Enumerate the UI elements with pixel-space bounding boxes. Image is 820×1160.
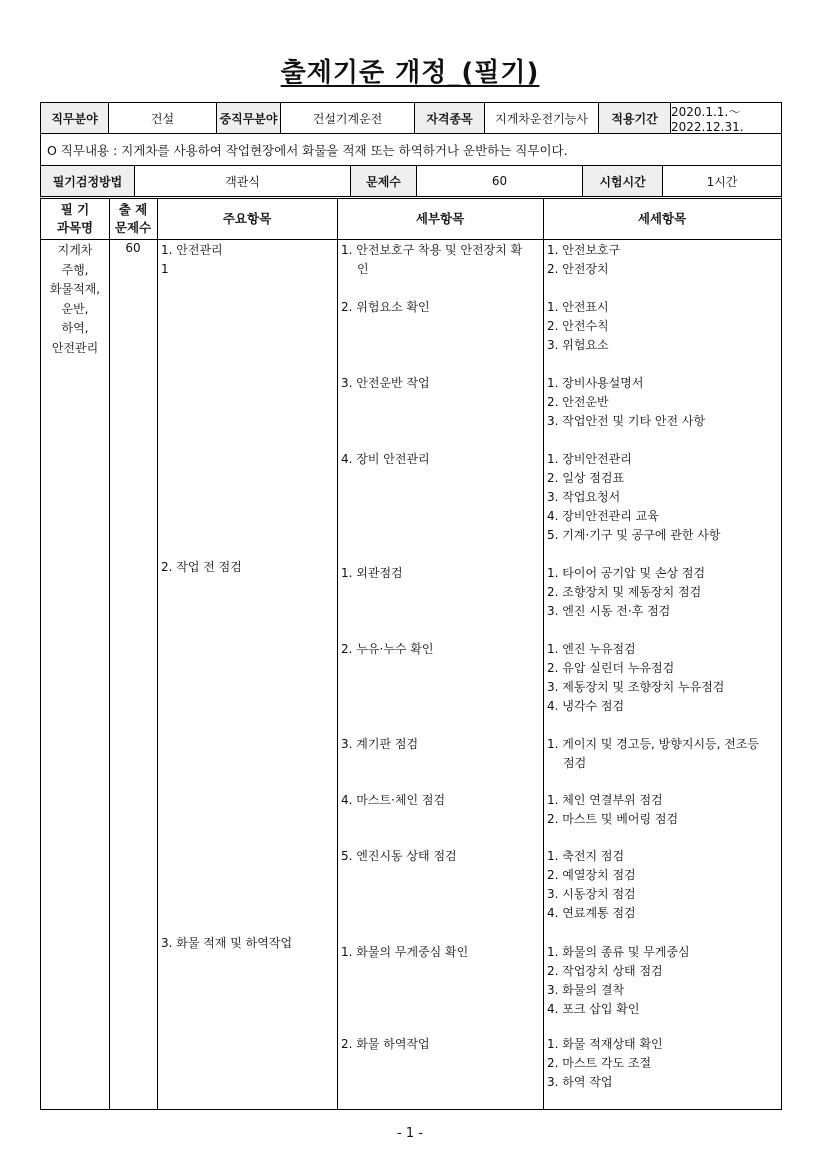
info-row-3 — [40, 165, 782, 196]
main-item: 3. 화물 적재 및 하역작업 — [161, 936, 293, 950]
detail-item: 1. 외관점검 — [341, 566, 403, 580]
sub-item: 1. 안전보호구 — [547, 243, 621, 257]
sub-item: 3. 제동장치 및 조향장치 누유점검 — [547, 680, 725, 694]
sub-item: 1. 장비안전관리 — [547, 452, 632, 466]
sub-item: 점검 — [563, 756, 587, 770]
col-main: 주요항목 — [222, 211, 272, 226]
sub-item-list — [547, 847, 783, 923]
detail-item: 3. 안전운반 작업 — [341, 376, 430, 390]
duty-text: O 직무내용 : 지게차를 사용하여 작업현장에서 화물을 적재 또는 하역하거나 운반하는 직무이다. — [47, 142, 568, 158]
sub-item-list — [547, 450, 783, 545]
sub-item: 2. 마스트 및 베어링 점검 — [547, 812, 679, 826]
sub-item: 1. 축전지 점검 — [547, 849, 625, 863]
sub-item: 1. 장비사용설명서 — [547, 376, 644, 390]
sub-item: 3. 시동장치 점검 — [547, 887, 636, 901]
sub-item-list — [547, 640, 783, 716]
sub-item: 2. 작업장치 상태 점검 — [547, 964, 663, 978]
col-detail: 세부항목 — [415, 211, 465, 226]
detail-item: 5. 엔진시동 상태 점검 — [341, 849, 457, 863]
sub-item: 1. 엔진 누유점검 — [547, 642, 636, 656]
period-value: 2020.1.1.～2022.12.31. — [671, 104, 744, 134]
method-value: 객관식 — [135, 166, 351, 196]
sub-item: 3. 위험요소 — [547, 338, 609, 352]
sub-item-list — [547, 374, 783, 431]
qual-label: 자격종목 — [415, 103, 485, 133]
sub-item: 2. 일상 점검표 — [547, 471, 625, 485]
sub-item: 4. 포크 삽입 확인 — [547, 1002, 640, 1016]
qual-value: 지게차운전기능사 — [485, 103, 599, 133]
sub-item: 1. 안전표시 — [547, 300, 609, 314]
sub-item: 2. 마스트 각도 조절 — [547, 1056, 652, 1070]
sub-item: 1. 게이지 및 경고등, 방향지시등, 전조등 — [547, 737, 760, 751]
sub-item: 4. 장비안전관리 교육 — [547, 509, 659, 523]
sub-item-list — [547, 1035, 783, 1092]
sub-field-value: 건설기계운전 — [281, 103, 415, 133]
sub-item: 3. 하역 작업 — [547, 1075, 613, 1089]
sub-item: 1. 화물의 종류 및 무게중심 — [547, 945, 690, 959]
sub-item: 1. 체인 연결부위 점검 — [547, 793, 663, 807]
sub-item: 1. 화물 적재상태 확인 — [547, 1037, 663, 1051]
info-row-2 — [40, 133, 782, 165]
col-subject: 필 기 과목명 — [56, 202, 94, 235]
sub-item: 3. 화물의 결착 — [547, 983, 625, 997]
main-item: 1. 안전관리 1 — [161, 243, 223, 276]
sub-item: 2. 안전수칙 — [547, 319, 609, 333]
method-label: 필기검정방법 — [41, 166, 135, 196]
sub-item: 4. 냉각수 점검 — [547, 699, 625, 713]
sub-item: 2. 유압 실린더 누유점검 — [547, 661, 675, 675]
detail-item: 4. 마스트·체인 점검 — [341, 793, 446, 807]
job-field-value: 건설 — [109, 103, 217, 133]
sub-item-list — [547, 564, 783, 621]
sub-field-label: 중직무분야 — [217, 103, 281, 133]
sub-item-list — [547, 791, 783, 829]
sub-item-list — [547, 735, 783, 773]
sub-item: 2. 조향장치 및 제동장치 점검 — [547, 585, 702, 599]
sub-item: 5. 기계·기구 및 공구에 관한 사항 — [547, 528, 721, 542]
detail-item: 3. 계기판 점검 — [341, 737, 419, 751]
sub-item: 1. 타이어 공기압 및 손상 점검 — [547, 566, 706, 580]
period-label: 적용기간 — [599, 103, 671, 133]
col-count: 출 제 문제수 — [114, 202, 152, 235]
detail-item: 1. 화물의 무게중심 확인 — [341, 945, 469, 959]
sub-item: 2. 예열장치 점검 — [547, 868, 636, 882]
qcount-value: 60 — [417, 166, 583, 196]
time-value: 1시간 — [706, 174, 738, 189]
question-count: 60 — [125, 241, 141, 255]
sub-item-list — [547, 943, 783, 1019]
criteria-table — [40, 196, 782, 1110]
detail-item: 4. 장비 안전관리 — [341, 452, 430, 466]
qcount-label: 문제수 — [351, 166, 417, 196]
page-number: - 1 - — [397, 1126, 423, 1141]
detail-item: 2. 위험요소 확인 — [341, 300, 430, 314]
sub-item: 3. 작업요청서 — [547, 490, 621, 504]
sub-item: 4. 연료계통 점검 — [547, 906, 636, 920]
sub-item: 2. 안전운반 — [547, 395, 609, 409]
detail-item: 2. 누유·누수 확인 — [341, 642, 434, 656]
sub-item: 3. 작업안전 및 기타 안전 사항 — [547, 414, 706, 428]
detail-item: 1. 안전보호구 착용 및 안전장치 확 인 — [341, 243, 523, 276]
job-field-label: 직무분야 — [41, 103, 109, 133]
subject-name: 지게차 주행, 화물적재, 운반, 하역, 안전관리 — [49, 243, 101, 355]
detail-item: 2. 화물 하역작업 — [341, 1037, 430, 1051]
time-label: 시험시간 — [583, 166, 663, 196]
sub-item: 3. 엔진 시동 전·후 점검 — [547, 604, 671, 618]
sub-item-list — [547, 241, 783, 279]
col-sub: 세세항목 — [637, 211, 687, 226]
page-title: 출제기준 개정_(필기) — [280, 58, 540, 88]
sub-item-list — [547, 298, 783, 355]
info-row-1 — [40, 102, 782, 133]
main-item: 2. 작업 전 점검 — [161, 560, 242, 574]
sub-item: 2. 안전장치 — [547, 262, 609, 276]
